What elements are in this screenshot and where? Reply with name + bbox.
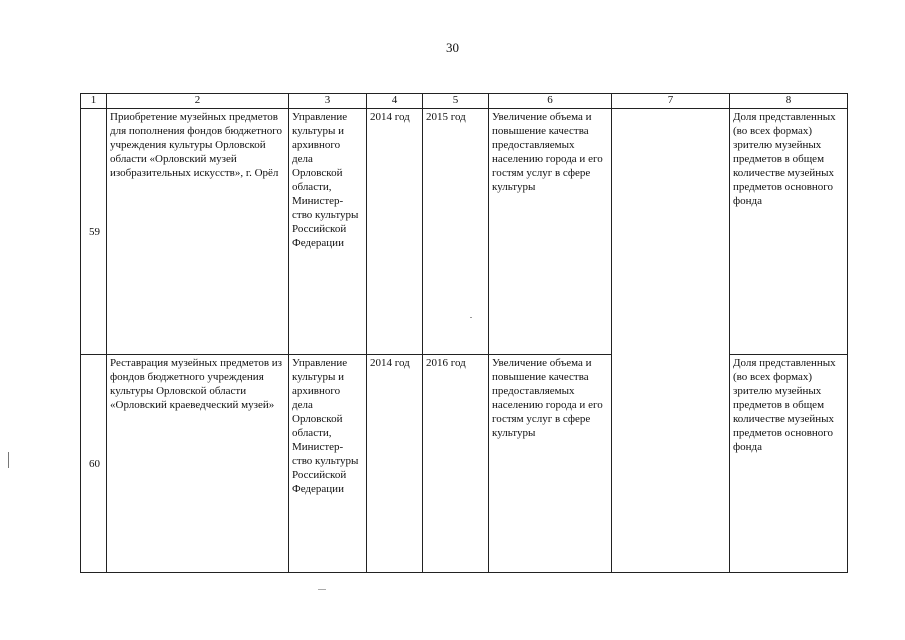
table-row bbox=[81, 109, 848, 355]
row-result: Увеличение объема и повышение качества предоставляемых населению города и его гостям услуг в сфере культуры bbox=[489, 109, 612, 355]
scan-dot-mark bbox=[470, 317, 472, 318]
header-row bbox=[81, 94, 848, 109]
header-col-8: 8 bbox=[730, 94, 848, 109]
row-indicator: Доля представленных (во всех формах) зрителю музейных предметов в общем количестве музейных предметов основного фонда bbox=[730, 109, 848, 355]
header-col-7: 7 bbox=[612, 94, 730, 109]
program-table bbox=[80, 93, 848, 573]
row-start-year: 2014 год bbox=[367, 355, 423, 573]
row-end-year: 2015 год bbox=[423, 109, 489, 355]
table-row bbox=[81, 355, 848, 573]
header-col-1: 1 bbox=[81, 94, 107, 109]
row-number: 60 bbox=[81, 355, 107, 573]
header-col-6: 6 bbox=[489, 94, 612, 109]
header-col-4: 4 bbox=[367, 94, 423, 109]
row-executor: Управление культуры и архивного дела Орловской области, Министер-ство культуры Российской Федерации bbox=[289, 109, 367, 355]
header-col-3: 3 bbox=[289, 94, 367, 109]
row-name: Реставрация музейных предметов из фондов бюджетного учреждения культуры Орловской области «Орловский краеведческий музей» bbox=[107, 355, 289, 573]
header-col-2: 2 bbox=[107, 94, 289, 109]
row-name: Приобретение музейных предметов для пополнения фондов бюджетного учреждения культуры Орловской области «Орловский музей изобразительных искусств», г. Орёл bbox=[107, 109, 289, 355]
scan-margin-mark bbox=[8, 452, 9, 468]
row-result: Увеличение объема и повышение качества предоставляемых населению города и его гостям услуг в сфере культуры bbox=[489, 355, 612, 573]
row-executor: Управление культуры и архивного дела Орловской области, Министер-ство культуры Российской Федерации bbox=[289, 355, 367, 573]
scan-foot-mark bbox=[318, 589, 326, 590]
row-number: 59 bbox=[81, 109, 107, 355]
row-col7 bbox=[612, 109, 730, 573]
row-end-year: 2016 год bbox=[423, 355, 489, 573]
row-indicator: Доля представленных (во всех формах) зрителю музейных предметов в общем количестве музейных предметов основного фонда bbox=[730, 355, 848, 573]
header-col-5: 5 bbox=[423, 94, 489, 109]
row-start-year: 2014 год bbox=[367, 109, 423, 355]
page-number: 30 bbox=[446, 40, 459, 55]
